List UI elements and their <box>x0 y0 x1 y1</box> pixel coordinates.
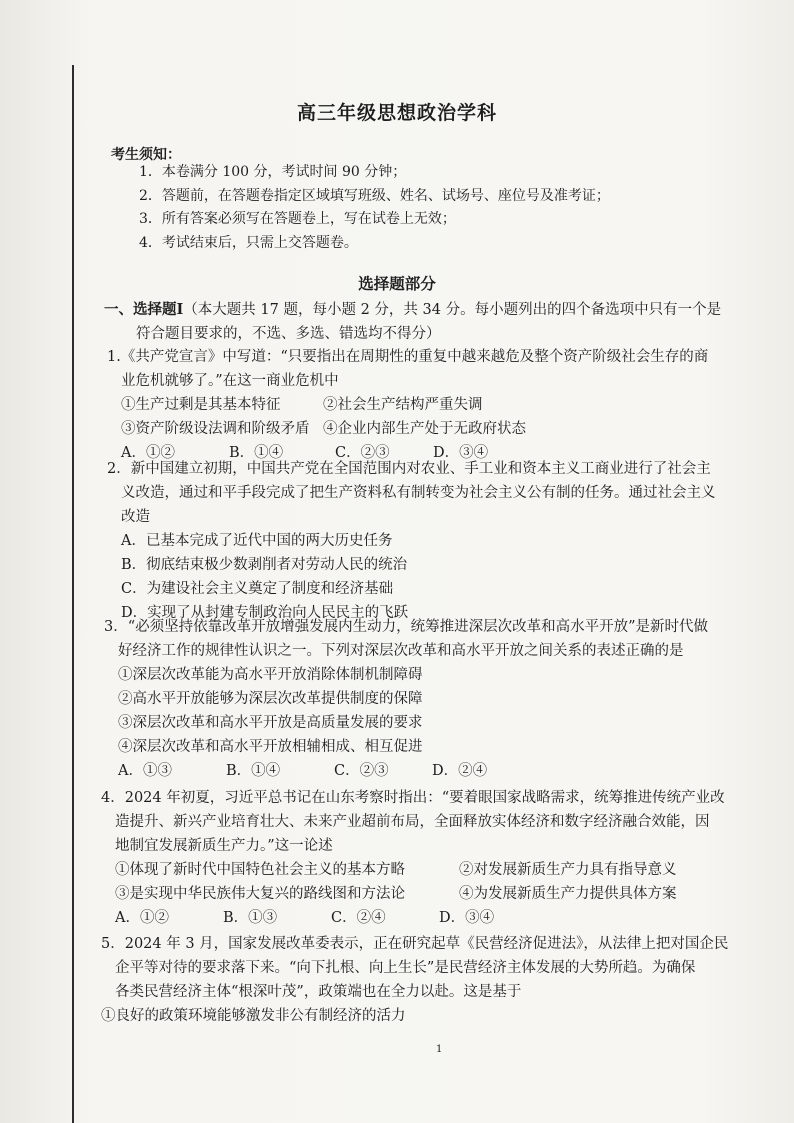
notice-item: 2．答题前，在答题卷指定区域填写班级、姓名、试场号、座位号及准考证； <box>139 187 610 204</box>
option-b: B．①④ <box>226 763 281 779</box>
question-4 <box>101 786 725 930</box>
part-description <box>104 298 721 346</box>
statement-1: ①生产过剩是其基本特征 <box>121 397 281 413</box>
question-stem: 2．新中国建立初期，中国共产党在全国范围内对农业、手工业和资本主义工商业进行了社会主 <box>107 461 711 477</box>
statement-3: ③是实现中华民族伟大复兴的路线图和方法论 <box>115 886 405 902</box>
question-stem: 1.《共产党宣言》中写道：“只要指出在周期性的重复中越来越危及整个资产阶级社会生存的商 <box>107 349 709 365</box>
binding-line <box>72 65 74 1123</box>
notice-list <box>139 161 610 255</box>
statement-4: ④企业内部生产处于无政府状态 <box>323 421 526 437</box>
question-1 <box>107 345 708 465</box>
part-desc-line: 符合题目要求的，不选、多选、错选均不得分） <box>136 326 441 342</box>
statement-3: ③资产阶级设法调和阶级矛盾 <box>121 421 310 437</box>
statement-1: ①深层次改革能为高水平开放消除体制机制障碍 <box>118 667 423 683</box>
option-d: D．实现了从封建专制政治向人民民主的飞跃 <box>121 605 409 621</box>
page-number: 1 <box>436 1044 443 1055</box>
option-c: C．为建设社会主义奠定了制度和经济基础 <box>121 581 394 597</box>
notice-item: 4．考试结束后，只需上交答题卷。 <box>139 234 358 251</box>
notice-item: 1．本卷满分 100 分，考试时间 90 分钟； <box>139 164 407 180</box>
statement-2: ②社会生产结构严重失调 <box>323 397 483 413</box>
statement-3: ③深层次改革和高水平开放是高质量发展的要求 <box>118 715 423 731</box>
option-c: C．②③ <box>335 445 390 461</box>
option-b: B．彻底结束极少数剥削者对劳动人民的统治 <box>121 557 408 573</box>
option-d: D．③④ <box>433 445 489 461</box>
option-d: D．③④ <box>439 910 495 926</box>
option-b: B．①④ <box>229 445 284 461</box>
question-stem: 企平等对待的要求落下来。“向下扎根、向上生长”是民营经济主体发展的大势所趋。为确保 <box>115 960 696 976</box>
question-stem: 地制宜发展新质生产力。”这一论述 <box>115 838 333 854</box>
statement-1: ①良好的政策环境能够激发非公有制经济的活力 <box>101 1008 406 1024</box>
exam-title: 高三年级思想政治学科 <box>296 102 497 124</box>
part-label: 一、选择题Ⅰ <box>104 301 184 318</box>
notice-heading: 考生须知： <box>111 147 181 163</box>
option-a: A．已基本完成了近代中国的两大历史任务 <box>121 533 393 549</box>
question-stem: 各类民营经济主体“根深叶茂”，政策端也在全力以赴。这是基于 <box>115 984 522 1000</box>
statement-4: ④为发展新质生产力提供具体方案 <box>459 886 677 902</box>
question-stem: 义改造，通过和平手段完成了把生产资料私有制转变为社会主义公有制的任务。通过社会主义 <box>121 485 716 501</box>
question-stem: 业危机就够了。”在这一商业危机中 <box>121 373 339 389</box>
option-a: A．①③ <box>118 763 172 779</box>
option-b: B．①③ <box>223 910 278 926</box>
statement-1: ①体现了新时代中国特色社会主义的基本方略 <box>115 862 405 878</box>
question-5 <box>101 932 728 1028</box>
statement-2: ②对发展新质生产力具有指导意义 <box>459 862 677 878</box>
question-stem: 改造 <box>121 509 150 525</box>
question-2 <box>107 457 716 625</box>
question-stem: 5．2024 年 3 月，国家发展改革委表示，正在研究起草《民营经济促进法》，从法律上把对国企民 <box>101 936 729 952</box>
option-a: A．①② <box>115 910 169 926</box>
question-stem: 造提升、新兴产业培育壮大、未来产业超前布局，全面释放实体经济和数字经济融合效能，因 <box>115 814 710 830</box>
part-desc-line: （本大题共 17 题，每小题 2 分，共 34 分。每小题列出的四个备选项中只有一个是 <box>183 302 722 318</box>
question-stem: 3．“必须坚持依靠改革开放增强发展内生动力，统筹推进深层次改革和高水平开放”是新时代做 <box>104 619 709 635</box>
question-3 <box>104 615 708 783</box>
statement-4: ④深层次改革和高水平开放相辅相成、相互促进 <box>118 739 423 755</box>
option-c: C．②③ <box>334 763 389 779</box>
option-c: C．②④ <box>331 910 386 926</box>
question-stem: 好经济工作的规律性认识之一。下列对深层次改革和高水平开放之间关系的表述正确的是 <box>118 643 684 659</box>
statement-2: ②高水平开放能够为深层次改革提供制度的保障 <box>118 691 423 707</box>
section-title: 选择题部分 <box>358 274 436 293</box>
question-stem: 4．2024 年初夏，习近平总书记在山东考察时指出：“要着眼国家战略需求，统筹推进传统产业改 <box>101 790 725 806</box>
option-d: D．②④ <box>432 763 488 779</box>
notice-item: 3．所有答案必须写在答题卷上，写在试卷上无效； <box>139 211 456 227</box>
option-a: A．①② <box>121 445 175 461</box>
